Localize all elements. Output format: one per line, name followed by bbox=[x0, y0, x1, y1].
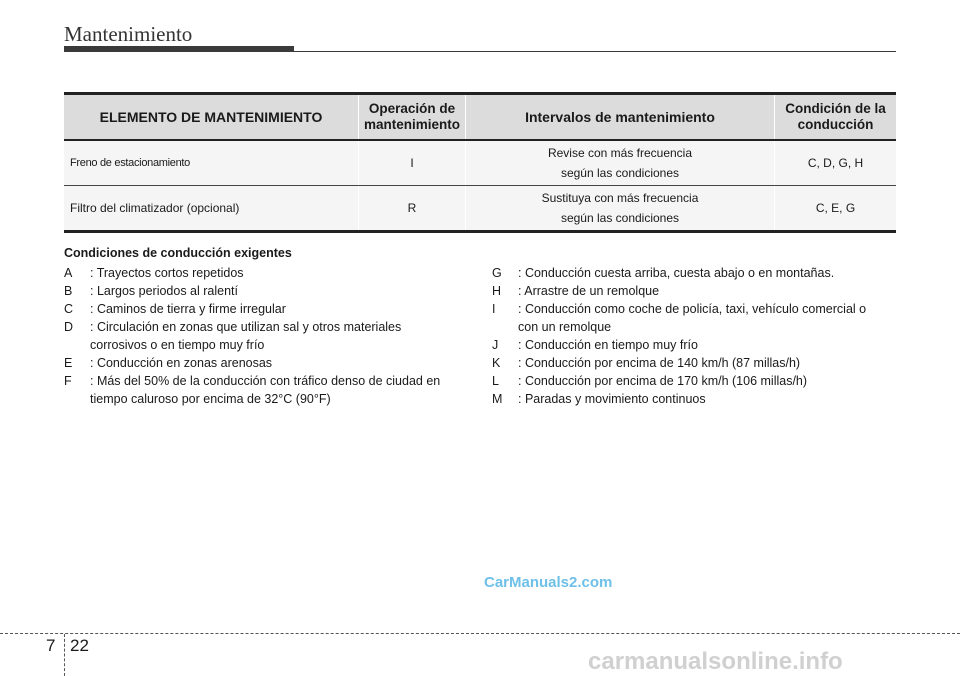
condition-label: B bbox=[64, 284, 73, 298]
cell-operation: R bbox=[359, 186, 466, 232]
footer-divider bbox=[64, 634, 65, 676]
header-bar bbox=[64, 46, 294, 52]
conditions-list-right bbox=[492, 264, 892, 408]
condition-item bbox=[64, 354, 464, 372]
cell-operation: I bbox=[359, 140, 466, 186]
condition-label: F bbox=[64, 374, 72, 388]
footer-rule bbox=[0, 633, 960, 634]
cell-interval-line1: Revise con más frecuencia bbox=[547, 146, 693, 160]
table-row bbox=[64, 186, 896, 232]
page-number: 22 bbox=[70, 636, 89, 655]
condition-label: I bbox=[492, 302, 496, 316]
cell-interval-line1: Sustituya con más frecuencia bbox=[541, 191, 699, 205]
condition-item-continued bbox=[64, 336, 464, 354]
cell-interval-line2: según las condiciones bbox=[560, 211, 680, 225]
conditions-list-left bbox=[64, 264, 464, 408]
cell-conditions: C, E, G bbox=[775, 186, 897, 232]
condition-label: E bbox=[64, 356, 73, 370]
condition-item bbox=[492, 390, 892, 408]
condition-item bbox=[64, 372, 464, 390]
col-header-condition bbox=[775, 94, 897, 141]
watermark-link[interactable]: CarManuals2.com bbox=[484, 574, 613, 591]
conditions-title: Condiciones de conducción exigentes bbox=[64, 246, 292, 260]
col-header-item: ELEMENTO DE MANTENIMIENTO bbox=[64, 94, 359, 141]
condition-text: : Paradas y movimiento continuos bbox=[518, 392, 706, 406]
condition-item bbox=[492, 354, 892, 372]
condition-item-continued bbox=[64, 390, 464, 408]
condition-item bbox=[492, 282, 892, 300]
condition-text: : Largos periodos al ralentí bbox=[90, 284, 239, 298]
condition-text: : Circulación en zonas que utilizan sal y otros materiales bbox=[90, 320, 402, 334]
cell-item: Freno de estacionamiento bbox=[64, 140, 359, 186]
condition-item bbox=[492, 300, 892, 318]
condition-label: A bbox=[64, 266, 73, 280]
cell-item: Filtro del climatizador (opcional) bbox=[64, 186, 359, 232]
condition-text: : Conducción por encima de 140 km/h (87 millas/h) bbox=[518, 356, 801, 370]
condition-text: : Conducción por encima de 170 km/h (106 millas/h) bbox=[518, 374, 808, 388]
page-header-title: Mantenimiento bbox=[64, 22, 193, 46]
condition-text: : Conducción como coche de policía, taxi, vehículo comercial o bbox=[518, 302, 867, 316]
condition-item bbox=[492, 372, 892, 390]
condition-item bbox=[64, 264, 464, 282]
condition-label: K bbox=[492, 356, 501, 370]
condition-item bbox=[64, 318, 464, 336]
condition-text: : Más del 50% de la conducción con tráfico denso de ciudad en bbox=[90, 374, 441, 388]
condition-text: : Conducción en tiempo muy frío bbox=[518, 338, 698, 352]
condition-item bbox=[492, 264, 892, 282]
condition-label: J bbox=[492, 338, 499, 352]
condition-text: : Arrastre de un remolque bbox=[518, 284, 660, 298]
condition-text: : Caminos de tierra y firme irregular bbox=[90, 302, 286, 316]
condition-text: : Trayectos cortos repetidos bbox=[90, 266, 244, 280]
condition-label-spacer bbox=[492, 318, 518, 336]
table-header-row bbox=[64, 94, 896, 141]
condition-text: : Conducción en zonas arenosas bbox=[90, 356, 273, 370]
condition-item bbox=[492, 336, 892, 354]
condition-item bbox=[64, 282, 464, 300]
cell-interval-line2: según las condiciones bbox=[560, 166, 680, 180]
col-header-condition-text: Condición de la conducción bbox=[785, 101, 886, 132]
cell-conditions: C, D, G, H bbox=[775, 140, 897, 186]
condition-label: C bbox=[64, 302, 74, 316]
maintenance-table bbox=[64, 92, 896, 233]
condition-label: D bbox=[64, 320, 74, 334]
cell-interval bbox=[466, 186, 775, 232]
col-header-operation-text: Operación de mantenimiento bbox=[363, 101, 460, 132]
condition-text: : Conducción cuesta arriba, cuesta abajo o en montañas. bbox=[518, 266, 835, 280]
col-header-operation bbox=[359, 94, 466, 141]
header-rule bbox=[294, 51, 896, 52]
condition-item-continued bbox=[492, 318, 892, 336]
condition-text-cont: con un remolque bbox=[518, 320, 612, 334]
condition-item bbox=[64, 300, 464, 318]
watermark-footer: carmanualsonline.info bbox=[588, 648, 843, 675]
condition-label-spacer bbox=[64, 336, 90, 354]
table-row bbox=[64, 140, 896, 186]
condition-label: G bbox=[492, 266, 502, 280]
condition-label: H bbox=[492, 284, 502, 298]
condition-text-cont: tiempo caluroso por encima de 32°C (90°F) bbox=[90, 392, 331, 406]
condition-label-spacer bbox=[64, 390, 90, 408]
col-header-interval: Intervalos de mantenimiento bbox=[466, 94, 775, 141]
cell-interval bbox=[466, 140, 775, 186]
condition-text-cont: corrosivos o en tiempo muy frío bbox=[90, 338, 265, 352]
condition-label: M bbox=[492, 392, 503, 406]
chapter-number: 7 bbox=[46, 636, 56, 655]
condition-label: L bbox=[492, 374, 499, 388]
